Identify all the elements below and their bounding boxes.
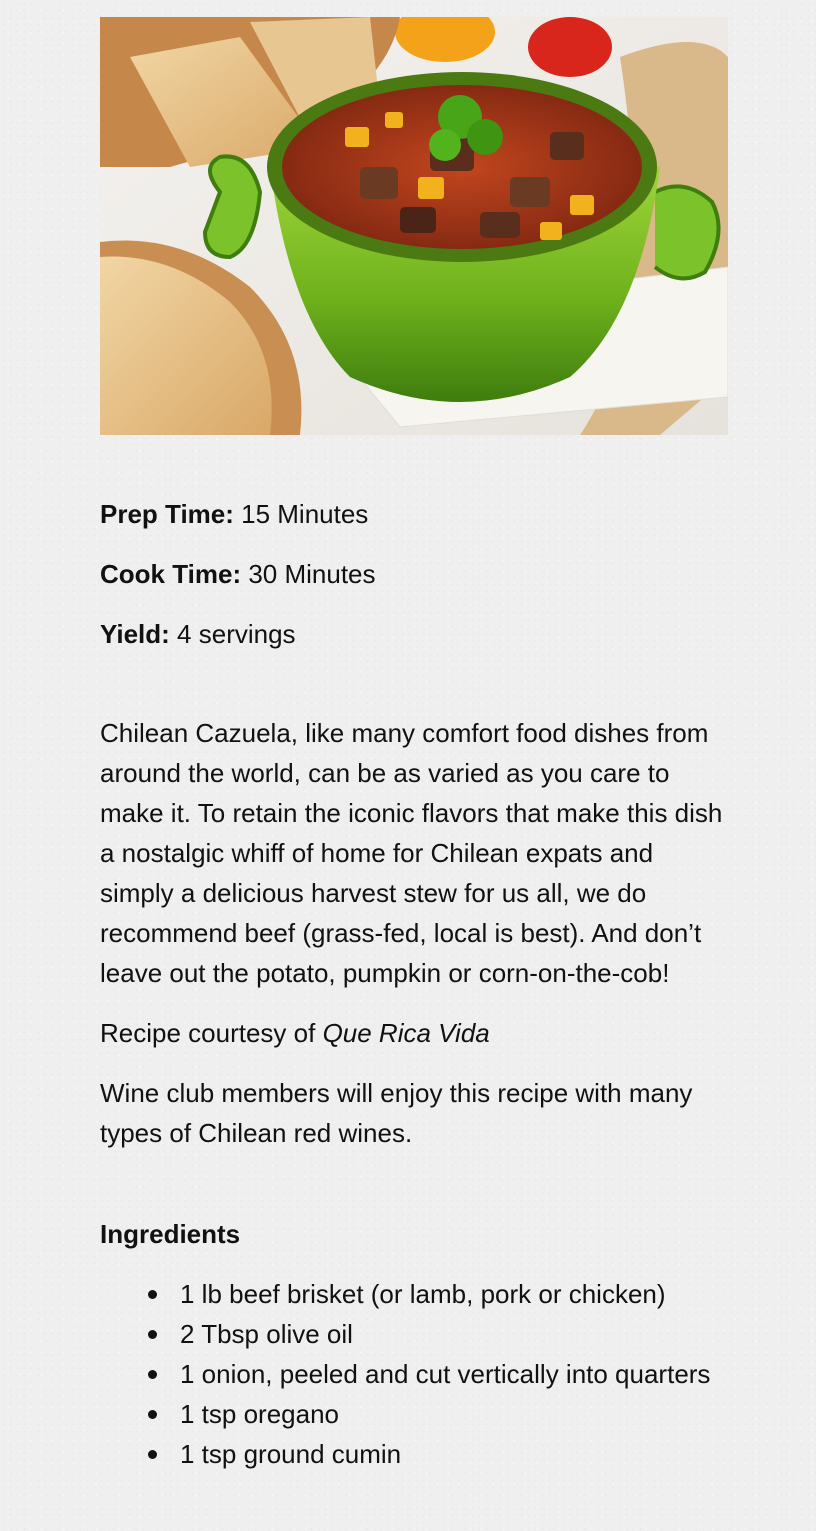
list-item [100, 1354, 728, 1394]
yield-label: Yield: [100, 619, 170, 649]
ingredient-text: 1 onion, peeled and cut vertically into quarters [180, 1359, 711, 1389]
stew-photo-icon [100, 17, 728, 435]
list-item [100, 1314, 728, 1354]
ingredients-title: Ingredients [100, 1219, 241, 1249]
yield [100, 617, 728, 651]
recipe-content [100, 17, 728, 1474]
bullet-icon [148, 1290, 157, 1299]
courtesy-source: Que Rica Vida [322, 1018, 490, 1048]
list-item [100, 1394, 728, 1434]
cook-time [100, 557, 728, 591]
prep-time-label: Prep Time: [100, 499, 234, 529]
cook-time-label: Cook Time: [100, 559, 242, 589]
bullet-icon [148, 1410, 157, 1419]
ingredient-text: 2 Tbsp olive oil [180, 1319, 353, 1349]
courtesy-prefix: Recipe courtesy of [100, 1018, 323, 1048]
ingredient-text: 1 lb beef brisket (or lamb, pork or chicken) [180, 1279, 666, 1309]
ingredient-text: 1 tsp ground cumin [180, 1439, 402, 1469]
ingredient-text: 1 tsp oregano [180, 1399, 340, 1429]
bullet-icon [148, 1450, 157, 1459]
ingredients-list [100, 1274, 728, 1474]
prep-time-value: 15 Minutes [233, 499, 369, 529]
recipe-courtesy [100, 1013, 728, 1053]
wine-note: Wine club members will enjoy this recipe with many types of Chilean red wines. [100, 1078, 693, 1148]
bullet-icon [148, 1330, 157, 1339]
prep-time [100, 497, 728, 531]
yield-value: 4 servings [169, 619, 296, 649]
cook-time-value: 30 Minutes [241, 559, 376, 589]
list-item [100, 1434, 728, 1474]
list-item [100, 1274, 728, 1314]
intro-paragraph: Chilean Cazuela, like many comfort food dishes from around the world, can be as varied as you care to make it. To retain the iconic flavors that make this dish a nostalgic whiff of home for Chilean expats and simply a delicious harvest stew for us all, we do recommend beef (grass-fed, local is best). And don’t leave out the potato, pumpkin or corn-on-the-cob! [100, 718, 723, 988]
bullet-icon [148, 1370, 157, 1379]
